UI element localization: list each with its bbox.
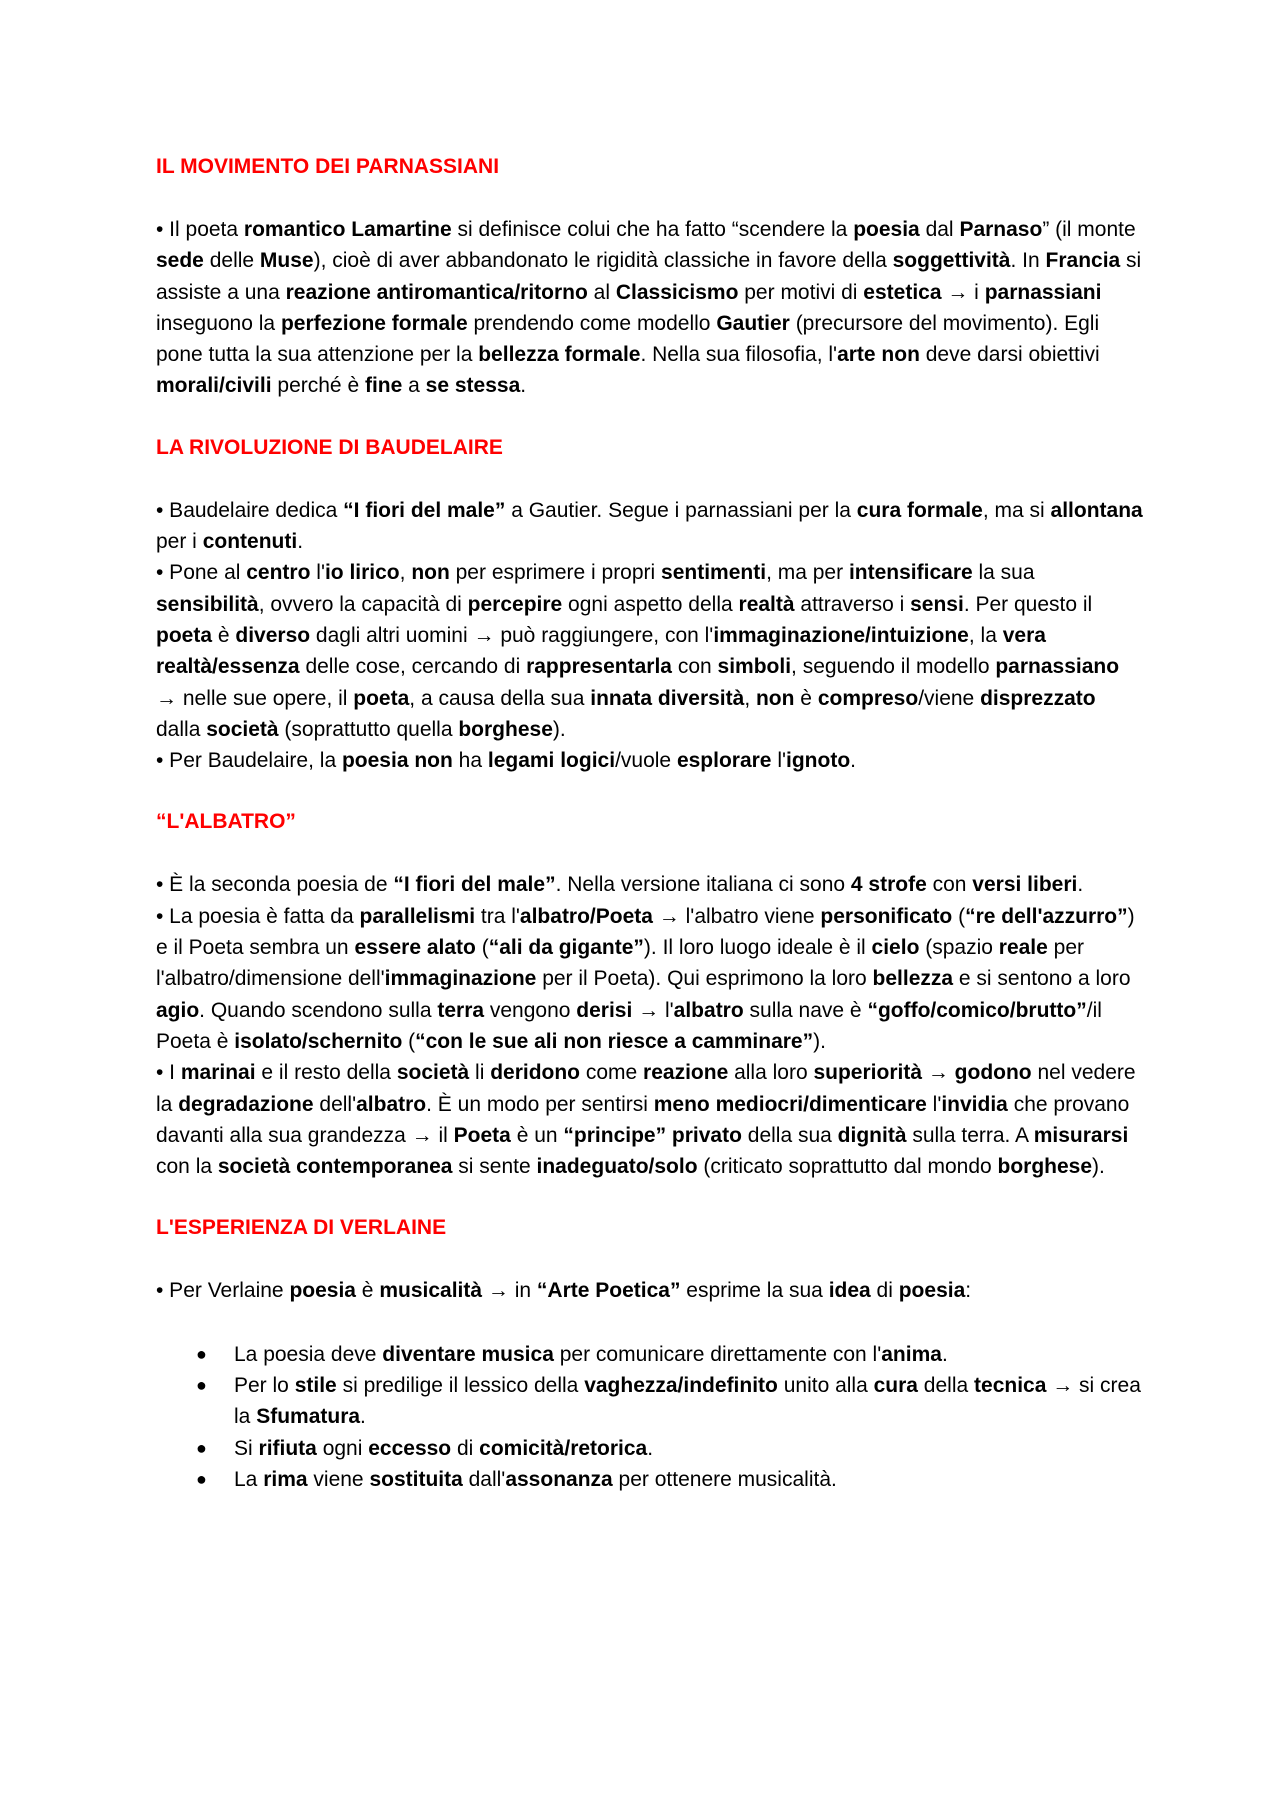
text-run: per l'albatro/dimensione dell'	[156, 936, 1085, 991]
text-run: viene	[307, 1467, 370, 1491]
text-run: .	[941, 1342, 948, 1366]
text-run: , ma si	[982, 498, 1051, 522]
bold-text: rima	[263, 1467, 308, 1491]
text-run: dagli altri uomini → può raggiungere, con l'	[310, 623, 714, 647]
text-run: a Gautier. Segue i parnassiani per la	[505, 498, 857, 522]
bold-text: “re dell'azzurro”	[965, 904, 1128, 928]
bold-text: se stessa	[425, 374, 521, 398]
bold-text: marinai	[180, 1061, 256, 1085]
text-run: → in	[482, 1279, 537, 1303]
bold-text: “goffo/comico/brutto”	[867, 998, 1087, 1022]
text-run: ), cioè di aver abbandonato le rigidità classiche in favore della	[313, 249, 893, 273]
bold-text: poesia	[289, 1279, 356, 1303]
text-run: • È la seconda poesia de	[156, 873, 394, 897]
bold-text: invidia	[941, 1092, 1008, 1116]
bold-text: reazione antiromantica/ritorno	[285, 280, 588, 304]
bold-text: sensibilità	[156, 592, 259, 616]
text-run: ,	[399, 561, 412, 585]
bold-text: immaginazione	[384, 967, 537, 991]
bold-text: parnassiano	[995, 655, 1120, 679]
bold-text: estetica	[863, 280, 942, 304]
text-run: • Il poeta	[156, 218, 244, 241]
text-run: , ovvero la capacità di	[258, 592, 468, 616]
bold-text: Classicismo	[615, 280, 739, 304]
text-run: della	[917, 1374, 975, 1398]
bold-text: sentimenti	[661, 561, 767, 585]
text-run: . In	[1010, 249, 1046, 273]
bold-text: eccesso	[368, 1436, 452, 1460]
bold-text: sensi	[910, 592, 964, 616]
bold-text: disprezzato	[980, 686, 1096, 710]
paragraph	[156, 745, 1144, 776]
bold-text: albatro	[673, 998, 744, 1022]
bold-text: diverso	[235, 623, 311, 647]
bold-text: godono	[954, 1061, 1032, 1085]
bold-text: Parnaso	[959, 218, 1043, 241]
bold-text: io lirico	[324, 561, 400, 585]
bold-text: meno mediocri/dimenticare	[653, 1092, 927, 1116]
text-run: :	[965, 1279, 972, 1303]
bold-text: parallelismi	[359, 904, 476, 928]
bold-text: cura formale	[856, 498, 983, 522]
text-run: tra l'	[475, 904, 520, 928]
bold-text: Muse	[259, 249, 314, 273]
bold-text: immaginazione/intuizione	[713, 623, 969, 647]
bold-text: “principe” privato	[563, 1123, 742, 1147]
paragraph	[156, 214, 1144, 402]
bold-text: inadeguato/solo	[536, 1155, 698, 1179]
text-run: .	[520, 374, 527, 398]
text-run: Per lo	[234, 1374, 295, 1398]
text-run: • Pone al	[156, 561, 247, 585]
text-run: per esprimere i propri	[449, 561, 662, 585]
bullet-icon: ●	[196, 1437, 207, 1458]
text-run: (spazio	[919, 936, 999, 960]
text-run: per il Poeta). Qui esprimono la loro	[536, 967, 873, 991]
text-run: → si crea la	[234, 1374, 1141, 1429]
text-run: . Nella versione italiana ci sono	[555, 873, 851, 897]
text-run: li	[469, 1061, 491, 1085]
bold-text: terra	[437, 998, 485, 1022]
bold-text: poesia non	[341, 749, 453, 773]
bold-text: poesia	[898, 1279, 966, 1303]
bold-text: “I fiori del male”	[393, 873, 556, 897]
bold-text: Gautier	[716, 311, 790, 335]
bold-text: bellezza formale	[478, 343, 641, 367]
bold-text: diventare musica	[382, 1342, 554, 1366]
text-run: • La poesia è fatta da	[156, 904, 360, 928]
text-run: . Per questo il	[963, 592, 1093, 616]
text-run: alla loro	[728, 1061, 814, 1085]
text-run: Si	[234, 1436, 259, 1460]
text-run: è	[794, 686, 818, 710]
text-run: . È un modo per sentirsi	[426, 1092, 654, 1116]
bold-text: innata diversità	[590, 686, 745, 710]
paragraph	[156, 901, 1144, 1057]
bold-text: non	[755, 686, 795, 710]
bold-text: “ali da gigante”	[488, 936, 644, 960]
bold-text: Sfumatura	[256, 1405, 361, 1429]
bold-text: allontana	[1050, 498, 1143, 522]
text-run: (	[952, 904, 966, 928]
text-run: con	[671, 655, 718, 679]
text-run: , ma per	[766, 561, 849, 585]
text-run: .	[360, 1405, 366, 1429]
bold-text: reale	[998, 936, 1048, 960]
section-heading-l-esperienza-di-verlaine: L'ESPERIENZA DI VERLAINE	[156, 1216, 447, 1240]
text-run: • I	[156, 1061, 181, 1085]
text-run: → nelle sue opere, il	[156, 686, 354, 710]
bold-text: esplorare	[676, 749, 772, 773]
bold-text: parnassiani	[984, 280, 1102, 304]
bold-text: agio	[156, 998, 200, 1022]
text-run: • Per Baudelaire, la	[156, 749, 342, 773]
text-run: dall'	[462, 1467, 506, 1491]
text-run: (	[475, 936, 489, 960]
bold-text: rappresentarla	[526, 655, 672, 679]
text-run: → l'albatro viene	[652, 904, 821, 928]
text-run: ). Il loro luogo ideale è il	[643, 936, 872, 960]
bold-text: realtà	[738, 592, 795, 616]
text-run: ).	[813, 1029, 826, 1053]
bold-text: “Arte Poetica”	[536, 1279, 681, 1303]
bold-text: borghese	[997, 1155, 1093, 1179]
text-run: unito alla	[777, 1374, 874, 1398]
text-run: ).	[552, 717, 566, 741]
bold-text: rifiuta	[258, 1436, 317, 1460]
text-run: , a causa della sua	[409, 686, 591, 710]
bold-text: 4 strofe	[850, 873, 927, 897]
text-run: la sua	[972, 561, 1035, 585]
text-run: La poesia deve	[234, 1342, 383, 1366]
bold-text: reazione	[643, 1061, 729, 1085]
bold-text: Poeta	[453, 1123, 511, 1147]
bold-text: Francia	[1045, 249, 1121, 273]
text-run: ) e il Poeta sembra un	[156, 904, 1135, 960]
text-run: perché è	[271, 374, 365, 398]
bold-text: personificato	[820, 904, 953, 928]
list-item	[156, 1433, 1144, 1464]
bold-text: anima	[881, 1342, 942, 1366]
text-run: sulla terra. A	[906, 1123, 1034, 1147]
paragraph	[156, 495, 1144, 558]
list-item	[156, 1370, 1144, 1433]
text-run: si sente	[452, 1155, 537, 1179]
bold-text: sede	[156, 249, 204, 273]
bold-text: poesia	[853, 218, 920, 241]
text-run: nel vedere la	[156, 1061, 1136, 1116]
text-run: a	[402, 374, 426, 398]
bold-text: poeta	[156, 623, 213, 647]
text-run: ).	[1092, 1155, 1105, 1179]
bold-text: vera realtà/essenza	[156, 623, 1046, 679]
bold-text: percepire	[467, 592, 563, 616]
bullet-icon: ●	[196, 1375, 207, 1396]
text-run: esprime la sua	[680, 1279, 829, 1303]
bullet-icon: ●	[196, 1343, 207, 1364]
bold-text: ignoto	[786, 749, 851, 773]
text-run: (precursore del movimento). Egli pone tutta la sua attenzione per la	[156, 311, 1100, 367]
text-run: si assiste a una	[156, 249, 1142, 304]
bold-text: “I fiori del male”	[343, 498, 506, 522]
bold-text: albatro	[356, 1092, 427, 1116]
bold-text: intensificare	[848, 561, 973, 585]
text-run: .	[1077, 873, 1084, 897]
text-run: che provano davanti alla sua grandezza → il	[156, 1092, 1130, 1147]
bold-text: versi liberi	[972, 873, 1078, 897]
text-run: ,	[744, 686, 756, 710]
text-run: (criticato soprattutto dal mondo	[697, 1155, 998, 1179]
text-run: si predilige il lessico della	[336, 1374, 585, 1398]
paragraph	[156, 1057, 1144, 1182]
bold-text: dignità	[837, 1123, 907, 1147]
bold-text: musicalità	[379, 1279, 483, 1303]
text-run: . Quando scendono sulla	[199, 998, 438, 1022]
bullet-icon: ●	[196, 1468, 207, 1489]
list-item	[156, 1339, 1144, 1370]
text-run: della sua	[741, 1123, 838, 1147]
text-run: al	[587, 280, 616, 304]
section-heading-la-rivoluzione-di-baudelaire: LA RIVOLUZIONE DI BAUDELAIRE	[156, 435, 503, 459]
text-run: con la	[156, 1155, 218, 1179]
bold-text: centro	[246, 561, 311, 585]
section-heading-l-albatro: “L'ALBATRO”	[156, 810, 296, 834]
bold-text: isolato/schernito	[234, 1029, 403, 1053]
bold-text: essere alato	[354, 936, 476, 960]
text-run: per motivi di	[738, 280, 864, 304]
bold-text: albatro/Poeta	[519, 904, 653, 928]
bold-text: sostituita	[369, 1467, 463, 1491]
bold-text: degradazione	[178, 1092, 314, 1116]
text-run: attraverso i	[794, 592, 911, 616]
text-run: con	[926, 873, 973, 897]
text-run: vengono	[484, 998, 577, 1022]
text-run: ” (il monte	[1042, 218, 1136, 241]
text-run: l'	[926, 1092, 942, 1116]
text-run: • Baudelaire dedica	[156, 498, 344, 522]
text-run: (soprattutto quella	[278, 717, 459, 741]
bold-text: romantico Lamartine	[243, 218, 452, 241]
text-run: è un	[510, 1123, 564, 1147]
bold-text: simboli	[717, 655, 792, 679]
text-run: per comunicare direttamente con l'	[553, 1342, 882, 1366]
bold-text: società	[396, 1061, 470, 1085]
text-run: ogni aspetto della	[562, 592, 739, 616]
text-run: e il resto della	[255, 1061, 397, 1085]
text-run: , la	[968, 623, 1003, 647]
text-run: ha	[452, 749, 488, 773]
text-run: l'	[771, 749, 787, 773]
bold-text: società	[206, 717, 279, 741]
text-run: /il Poeta è	[156, 998, 1102, 1053]
section-heading-il-movimento-dei-parnassiani: IL MOVIMENTO DEI PARNASSIANI	[156, 155, 500, 178]
bold-text: stile	[294, 1374, 337, 1398]
text-run: si definisce colui che ha fatto “scendere la	[451, 218, 854, 241]
bold-text: cielo	[871, 936, 920, 960]
text-run: →	[922, 1061, 955, 1085]
document-body	[156, 152, 1144, 1495]
bold-text: non	[411, 561, 450, 585]
text-run: e si sentono a loro	[953, 967, 1131, 991]
text-run: /viene	[918, 686, 981, 710]
bold-text: assonanza	[505, 1467, 613, 1491]
text-run: .	[850, 749, 856, 773]
bold-text: superiorità	[813, 1061, 922, 1085]
text-run: → l'	[632, 998, 674, 1022]
bold-text: vaghezza/indefinito	[584, 1374, 778, 1398]
text-run: • Per Verlaine	[156, 1279, 290, 1303]
bold-text: cura	[873, 1374, 918, 1398]
text-run: sulla nave è	[743, 998, 868, 1022]
paragraph	[156, 1275, 1144, 1306]
text-run: . Nella sua filosofia, l'	[640, 343, 838, 367]
text-run: prendendo come modello	[467, 311, 717, 335]
text-run: inseguono la	[156, 311, 281, 335]
bold-text: fine	[364, 374, 403, 398]
paragraph	[156, 557, 1144, 745]
text-run: delle cose, cercando di	[299, 655, 527, 679]
text-run: dal	[919, 218, 960, 241]
text-run: deve darsi obiettivi	[919, 343, 1100, 367]
text-run: è	[355, 1279, 380, 1303]
bold-text: poeta	[353, 686, 410, 710]
bold-text: contenuti	[202, 530, 298, 554]
text-run: dell'	[313, 1092, 357, 1116]
text-run: (	[402, 1029, 416, 1053]
bold-text: borghese	[458, 717, 553, 741]
text-run: per ottenere musicalità.	[612, 1467, 837, 1491]
text-run: ogni	[316, 1436, 369, 1460]
bold-text: compreso	[817, 686, 919, 710]
text-run: /vuole	[615, 749, 677, 773]
bullet-list	[156, 1339, 1144, 1495]
text-run: → i	[941, 280, 985, 304]
bold-text: arte non	[837, 343, 920, 367]
bold-text: comicità/retorica	[479, 1436, 648, 1460]
bold-text: deridono	[490, 1061, 581, 1085]
bold-text: legami logici	[487, 749, 616, 773]
text-run: delle	[203, 249, 260, 273]
bold-text: società contemporanea	[217, 1155, 453, 1179]
text-run: per i	[156, 530, 203, 554]
bold-text: perfezione formale	[280, 311, 468, 335]
text-run: .	[647, 1436, 654, 1460]
text-run: è	[212, 623, 236, 647]
bold-text: tecnica	[974, 1374, 1047, 1398]
text-run: La	[234, 1467, 264, 1491]
bold-text: soggettività	[892, 249, 1011, 273]
bold-text: morali/civili	[156, 374, 272, 398]
bold-text: “con le sue ali non riesce a camminare”	[415, 1029, 814, 1053]
text-run: .	[297, 530, 304, 554]
text-run: l'	[310, 561, 325, 585]
paragraph	[156, 869, 1144, 900]
bold-text: derisi	[576, 998, 633, 1022]
text-run: di	[451, 1436, 480, 1460]
bold-text: idea	[828, 1279, 871, 1303]
text-run: come	[580, 1061, 644, 1085]
text-run: di	[870, 1279, 899, 1303]
bold-text: bellezza	[872, 967, 954, 991]
list-item	[156, 1464, 1144, 1495]
bold-text: misurarsi	[1033, 1123, 1129, 1147]
text-run: dalla	[156, 717, 207, 741]
text-run: , seguendo il modello	[791, 655, 996, 679]
